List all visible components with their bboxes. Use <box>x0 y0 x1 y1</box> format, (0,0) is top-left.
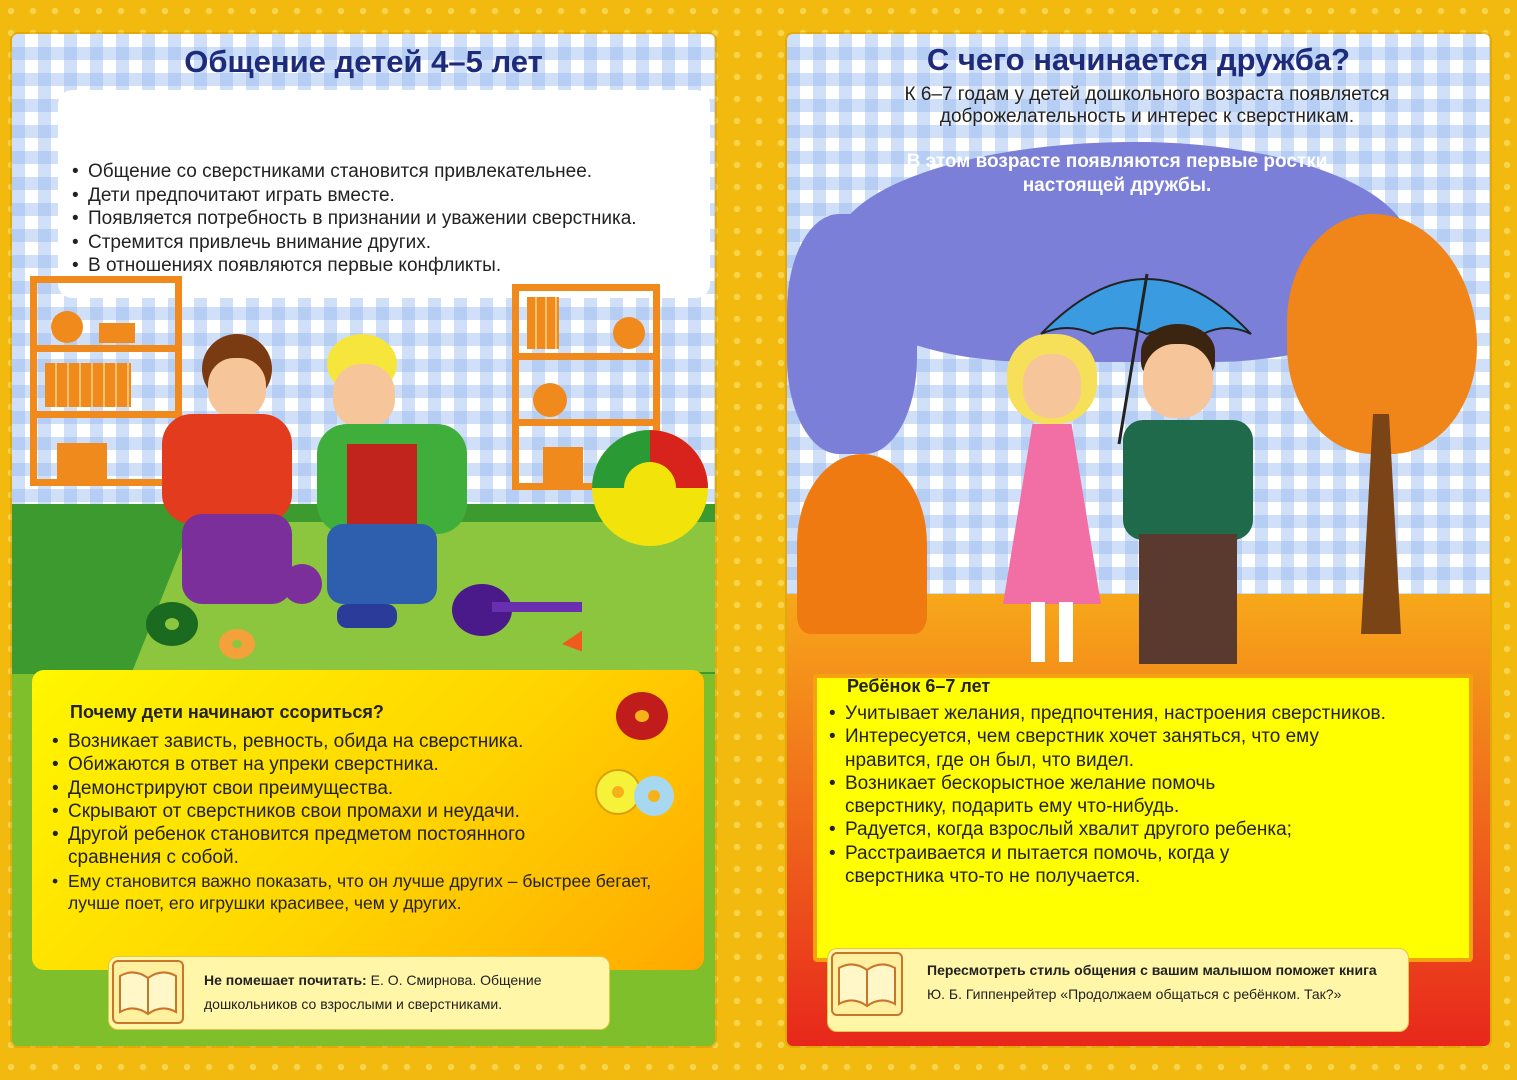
friendship-title: Ребёнок 6–7 лет <box>847 676 991 696</box>
left-page <box>12 34 715 1046</box>
list-item: • Возникает бескорыстное желание помочь сверстнику, подарить ему что-нибудь. <box>829 772 1299 819</box>
list-item: • Появляется потребность в признании и уважении сверстника. <box>72 207 637 231</box>
right-page <box>787 34 1490 1046</box>
open-book-icon <box>112 960 184 1024</box>
book-note-reference: Ю. Б. Гиппенрейтер «Продолжаем общаться с ребёнком. Так?» <box>927 986 1342 1002</box>
list-item: • Другой ребенок становится предметом постоянного сравнения с собой. <box>52 823 582 870</box>
list-item: • Общение со сверстниками становится привлекательнее. <box>72 160 637 184</box>
list-item: • Стремится привлечь внимание других. <box>72 231 637 255</box>
list-item: • Ему становится важно показать, что он лучше других – быстрее бегает, лучше поет, его игрушки красивее, чем у других. <box>52 870 692 914</box>
girl-illustration <box>997 334 1107 674</box>
book-note-left-text <box>204 968 604 1016</box>
book-note-label: Пересмотреть стиль общения с вашим малышом поможет книга <box>927 962 1377 978</box>
list-item: • В отношениях появляются первые конфликты. <box>72 254 637 278</box>
conflicts-title: Почему дети начинают ссориться? <box>70 702 384 722</box>
list-item: • Дети предпочитают играть вместе. <box>72 184 637 208</box>
book-note-label: Не помешает почитать: <box>204 972 367 988</box>
list-item: • Радуется, когда взрослый хвалит другого ребенка; <box>829 818 1449 841</box>
cloud-left <box>787 214 917 454</box>
list-item: • Скрывают от сверстников свои промахи и неудачи. <box>52 800 692 823</box>
left-page-title: Общение детей 4–5 лет <box>184 44 543 79</box>
list-item: • Демонстрируют свои преимущества. <box>52 777 692 800</box>
list-item: • Обижаются в ответ на упреки сверстника. <box>52 753 692 776</box>
list-item: • Расстраивается и пытается помочь, когда у сверстника что-то не получается. <box>829 842 1269 889</box>
book-note-right-text <box>927 958 1397 1006</box>
list-item: • Учитывает желания, предпочтения, настроения сверстников. <box>829 702 1449 725</box>
intro-list <box>72 160 637 278</box>
right-page-title: С чего начинается дружба? <box>926 42 1351 77</box>
right-page-subtitle: К 6–7 годам у детей дошкольного возраста появляется доброжелательность и интерес к сверстникам. <box>904 84 1390 127</box>
boy-illustration <box>1117 324 1267 674</box>
cloud-text: В этом возрасте появляются первые ростки настоящей дружбы. <box>906 151 1328 196</box>
friendship-list <box>829 702 1449 888</box>
bush-illustration <box>797 454 927 634</box>
list-item: • Возникает зависть, ревность, обида на сверстника. <box>52 730 692 753</box>
toy-rings-illustration <box>142 574 582 664</box>
book-note-reference: Е. О. Смирнова. Общение дошкольников со взрослыми и сверстниками. <box>204 972 542 1012</box>
list-item: • Интересуется, чем сверстник хочет заняться, что ему нравится, где он был, что видел. <box>829 725 1319 772</box>
rings-illustration <box>592 674 702 824</box>
ball-illustration <box>588 426 712 550</box>
open-book-icon <box>831 952 903 1016</box>
